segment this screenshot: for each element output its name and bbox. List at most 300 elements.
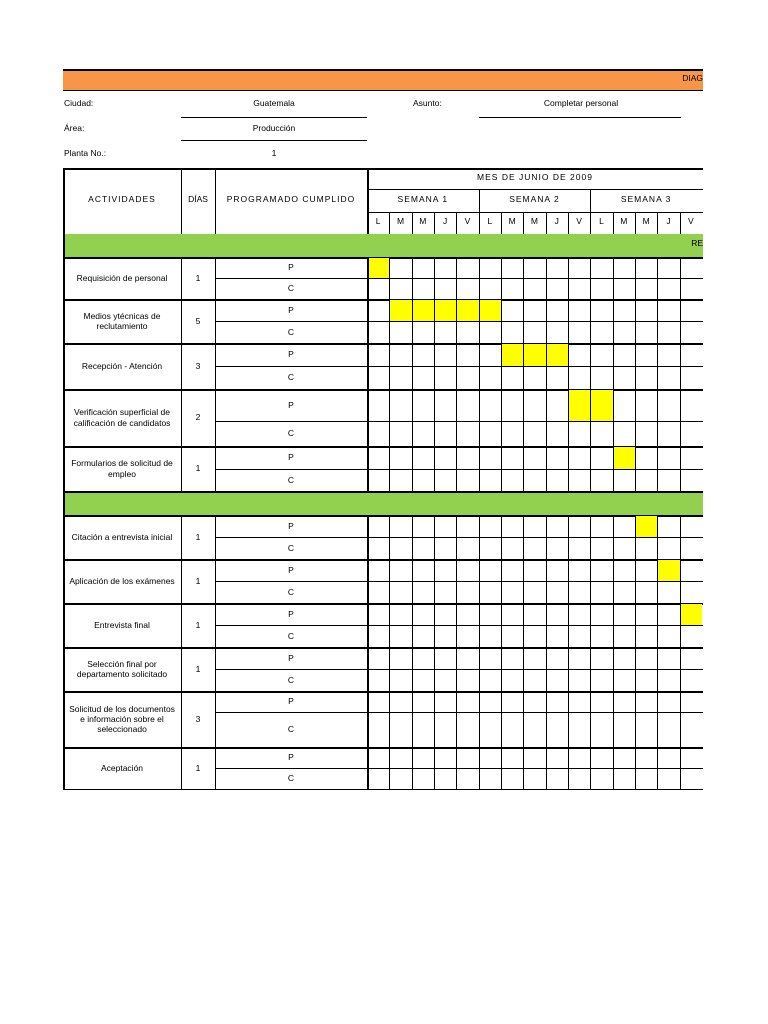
grid-line [568, 389, 569, 446]
grid-line [412, 515, 413, 559]
grid-line [215, 559, 216, 603]
cumplido-label: C [287, 326, 295, 337]
grid-line [680, 515, 681, 559]
day-label: L [487, 216, 493, 226]
grid-line [590, 691, 591, 747]
grid-line [215, 537, 703, 538]
grid-line [635, 603, 636, 647]
day-label: M [419, 216, 427, 226]
grid-line [635, 257, 636, 299]
grid-line [389, 647, 390, 691]
grid-line [456, 559, 457, 603]
mes-label: MES DE JUNIO DE 2009 [477, 172, 593, 182]
grid-line [434, 603, 435, 647]
grid-line [546, 647, 547, 691]
grid-line [389, 389, 390, 446]
grid-line [479, 299, 480, 343]
scheduled-cell [502, 344, 523, 366]
grid-line [181, 559, 182, 603]
grid-line [367, 647, 369, 691]
grid-line [367, 691, 369, 747]
grid-line [546, 559, 547, 603]
grid-line [215, 389, 216, 446]
grid-line [215, 299, 216, 343]
grid-line [181, 257, 182, 299]
grid-line [412, 389, 413, 446]
grid-line [367, 389, 369, 446]
grid-line [635, 647, 636, 691]
grid-line [63, 491, 703, 493]
grid-line [479, 446, 480, 491]
grid-line [63, 299, 65, 343]
grid-line [181, 515, 182, 559]
grid-line [215, 625, 703, 626]
grid-line [63, 389, 65, 446]
grid-line [568, 212, 569, 234]
cumplido-label: C [287, 674, 295, 685]
grid-line [613, 747, 614, 789]
grid-line [590, 603, 591, 647]
grid-line [434, 389, 435, 446]
grid-line [523, 446, 524, 491]
grid-line [501, 603, 502, 647]
cumplido-label: C [287, 283, 295, 294]
grid-line [412, 257, 413, 299]
cumplido-label: C [287, 542, 295, 553]
activity-days: 2 [195, 412, 201, 423]
scheduled-cell [658, 560, 679, 581]
cumplido-label: C [287, 773, 295, 784]
activity-name: Selección final por departamento solicitado [76, 658, 168, 679]
grid-line [501, 559, 502, 603]
scheduled-cell [368, 258, 389, 278]
grid-line [456, 257, 457, 299]
grid-line [657, 257, 658, 299]
programado-label: P [288, 349, 294, 360]
grid-line [590, 212, 591, 234]
grid-line [657, 603, 658, 647]
activity-days: 1 [195, 619, 201, 630]
grid-line [63, 515, 65, 559]
grid-line [590, 747, 591, 789]
day-label: M [530, 216, 538, 226]
grid-line [501, 747, 502, 789]
grid-line [590, 343, 591, 389]
grid-line [412, 747, 413, 789]
grid-line [568, 647, 569, 691]
grid-line [181, 389, 182, 446]
grid-line [389, 257, 390, 299]
grid-line [680, 603, 681, 647]
section-bar-label: RE [691, 238, 703, 248]
grid-line [63, 559, 65, 603]
grid-line [412, 212, 413, 234]
grid-line [367, 515, 369, 559]
day-label: J [666, 216, 671, 226]
programado-label: P [288, 520, 294, 531]
grid-line [523, 603, 524, 647]
grid-line [412, 299, 413, 343]
grid-line [635, 559, 636, 603]
day-label: V [464, 216, 471, 226]
grid-line [523, 747, 524, 789]
grid-line [367, 559, 369, 603]
grid-line [63, 69, 703, 71]
grid-line [389, 747, 390, 789]
grid-line [367, 747, 369, 789]
activity-name: Aceptación [100, 762, 144, 773]
grid-line [613, 647, 614, 691]
grid-line [590, 446, 591, 491]
scheduled-cell [413, 300, 434, 321]
grid-line [613, 212, 614, 234]
planta-label: Planta No.: [64, 148, 107, 158]
grid-line [501, 446, 502, 491]
grid-line [456, 446, 457, 491]
grid-line [501, 389, 502, 446]
grid-line [568, 747, 569, 789]
ciudad-value: Guatemala [253, 98, 295, 108]
week-label: SEMANA 3 [620, 194, 672, 204]
grid-line [434, 446, 435, 491]
grid-line [181, 140, 367, 141]
grid-line [434, 257, 435, 299]
grid-line [613, 446, 614, 491]
grid-line [680, 446, 681, 491]
grid-line [479, 389, 480, 446]
grid-line [479, 647, 480, 691]
grid-line [479, 747, 480, 789]
title-label: DIAG [682, 73, 703, 83]
scheduled-cell [547, 344, 568, 366]
grid-line [590, 647, 591, 691]
grid-line [613, 691, 614, 747]
grid-line [63, 343, 65, 389]
grid-line [389, 559, 390, 603]
grid-line [63, 168, 65, 234]
grid-line [367, 446, 369, 491]
activity-days: 1 [195, 663, 201, 674]
activity-days: 5 [195, 315, 201, 326]
title-bar [63, 69, 703, 90]
grid-line [181, 603, 182, 647]
day-label: M [508, 216, 516, 226]
grid-line [523, 343, 524, 389]
grid-line [657, 747, 658, 789]
day-label: V [687, 216, 694, 226]
day-label: J [443, 216, 448, 226]
activity-name: Aplicación de los exámenes [69, 575, 175, 586]
grid-line [657, 212, 658, 234]
grid-line [181, 299, 182, 343]
grid-line [181, 691, 182, 747]
grid-line [215, 446, 216, 491]
actividades-header: ACTIVIDADES [88, 194, 156, 204]
grid-line [215, 603, 216, 647]
grid-line [63, 234, 65, 257]
grid-line [546, 691, 547, 747]
grid-line [613, 257, 614, 299]
activity-days: 1 [195, 531, 201, 542]
programado-label: P [288, 752, 294, 763]
grid-line [680, 747, 681, 789]
grid-line [635, 691, 636, 747]
grid-line [479, 603, 480, 647]
grid-line [568, 257, 569, 299]
grid-line [479, 343, 480, 389]
grid-line [389, 212, 390, 234]
grid-line [215, 747, 216, 789]
grid-line [63, 446, 65, 491]
activity-name: Medios ytécnicas de reclutamiento [83, 310, 161, 331]
activity-days: 1 [195, 272, 201, 283]
grid-line [657, 446, 658, 491]
grid-line [479, 691, 480, 747]
grid-line [215, 321, 703, 322]
day-label: L [375, 216, 381, 226]
activity-name: Requisición de personal [76, 272, 168, 283]
programado-label: P [288, 696, 294, 707]
activity-name: Recepción - Atención [81, 360, 163, 371]
grid-line [434, 691, 435, 747]
grid-line [590, 299, 591, 343]
grid-line [367, 168, 369, 234]
grid-line [456, 212, 457, 234]
grid-line [434, 343, 435, 389]
grid-line [635, 747, 636, 789]
scheduled-cell [435, 300, 456, 321]
grid-line [479, 189, 480, 212]
grid-line [501, 212, 502, 234]
grid-line [412, 691, 413, 747]
grid-line [546, 299, 547, 343]
grid-line [456, 299, 457, 343]
grid-line [523, 515, 524, 559]
gantt-sheet [63, 69, 703, 790]
grid-line [215, 647, 216, 691]
cumplido-label: C [287, 630, 295, 641]
week-label: SEMANA 2 [509, 194, 560, 204]
grid-line [215, 257, 216, 299]
grid-line [613, 603, 614, 647]
grid-line [181, 647, 182, 691]
grid-line [613, 389, 614, 446]
grid-line [215, 343, 216, 389]
grid-line [546, 446, 547, 491]
grid-line [613, 299, 614, 343]
grid-line [568, 559, 569, 603]
grid-line [523, 691, 524, 747]
grid-line [389, 446, 390, 491]
programado-label: P [288, 304, 294, 315]
grid-line [479, 212, 480, 234]
grid-line [215, 712, 703, 713]
grid-line [367, 212, 703, 213]
ciudad-label: Ciudad: [64, 98, 94, 108]
grid-line [434, 212, 435, 234]
programado-label: P [288, 452, 294, 463]
grid-line [63, 647, 65, 691]
grid-line [367, 603, 369, 647]
grid-line [546, 343, 547, 389]
grid-line [523, 389, 524, 446]
activity-name: Verificación superficial de calificación de candidatos [73, 407, 171, 428]
grid-line [613, 559, 614, 603]
dias-header: DÍAS [188, 194, 208, 204]
grid-line [590, 389, 591, 446]
grid-line [181, 343, 182, 389]
programado-label: P [288, 399, 294, 410]
grid-line [389, 691, 390, 747]
grid-line [412, 446, 413, 491]
day-label: M [642, 216, 650, 226]
grid-line [389, 603, 390, 647]
grid-line [501, 647, 502, 691]
grid-line [546, 257, 547, 299]
grid-line [434, 559, 435, 603]
scheduled-cell [681, 604, 702, 625]
grid-line [635, 446, 636, 491]
grid-line [501, 691, 502, 747]
grid-line [523, 299, 524, 343]
day-label: V [576, 216, 582, 226]
grid-line [590, 559, 591, 603]
cumplido-label: C [287, 372, 295, 383]
grid-line [367, 189, 703, 190]
cumplido-label: C [287, 724, 295, 735]
day-label: L [599, 216, 604, 226]
programado-label: P [288, 262, 294, 273]
grid-line [568, 299, 569, 343]
grid-line [501, 343, 502, 389]
scheduled-cell [390, 300, 411, 321]
grid-line [501, 299, 502, 343]
cumplido-label: C [287, 428, 295, 439]
grid-line [657, 515, 658, 559]
cumplido-label: C [287, 474, 295, 485]
grid-line [635, 299, 636, 343]
grid-line [63, 747, 65, 789]
grid-line [181, 446, 182, 491]
grid-line [501, 257, 502, 299]
grid-line [456, 691, 457, 747]
grid-line [215, 669, 703, 670]
grid-line [635, 515, 636, 559]
grid-line [412, 559, 413, 603]
grid-line [568, 691, 569, 747]
grid-line [456, 515, 457, 559]
grid-line [680, 212, 681, 234]
grid-line [546, 515, 547, 559]
grid-line [367, 168, 703, 170]
grid-line [657, 343, 658, 389]
programado-label: P [288, 564, 294, 575]
grid-line [479, 559, 480, 603]
grid-line [412, 647, 413, 691]
section-bar [63, 491, 703, 515]
cumplido-label: C [287, 586, 295, 597]
activity-name: Entrevista final [94, 619, 150, 630]
area-label: Área: [64, 123, 85, 133]
grid-line [215, 768, 703, 769]
programado-label: P [288, 608, 294, 619]
grid-line [479, 117, 681, 118]
grid-line [456, 389, 457, 446]
grid-line [523, 559, 524, 603]
grid-line [63, 603, 65, 647]
planta-value: 1 [271, 148, 277, 158]
grid-line [657, 647, 658, 691]
grid-line [63, 257, 65, 299]
day-label: M [620, 216, 628, 226]
grid-line [635, 212, 636, 234]
scheduled-cell [524, 344, 545, 366]
activity-name: Solicitud de los documentos e información sobre el seleccionado [69, 703, 175, 735]
grid-line [680, 257, 681, 299]
day-label: M [396, 216, 405, 226]
grid-line [657, 691, 658, 747]
scheduled-cell [569, 390, 590, 421]
grid-line [680, 389, 681, 446]
grid-line [63, 789, 703, 790]
grid-line [680, 647, 681, 691]
grid-line [523, 647, 524, 691]
activity-days: 3 [195, 713, 201, 724]
grid-line [367, 343, 369, 389]
grid-line [389, 343, 390, 389]
grid-line [657, 299, 658, 343]
grid-line [546, 603, 547, 647]
grid-line [456, 647, 457, 691]
grid-line [456, 747, 457, 789]
grid-line [367, 257, 369, 299]
scheduled-cell [614, 447, 635, 469]
grid-line [215, 581, 703, 582]
programado-label: P [288, 652, 294, 663]
grid-line [568, 343, 569, 389]
grid-line [680, 559, 681, 603]
grid-line [215, 168, 216, 234]
grid-line [546, 212, 547, 234]
grid-line [215, 366, 703, 367]
day-label: J [554, 216, 559, 226]
grid-line [181, 747, 182, 789]
grid-line [680, 343, 681, 389]
grid-line [590, 189, 591, 212]
grid-line [367, 299, 369, 343]
grid-line [635, 343, 636, 389]
grid-line [215, 469, 703, 470]
grid-line [479, 257, 480, 299]
grid-line [613, 515, 614, 559]
grid-line [434, 299, 435, 343]
grid-line [456, 343, 457, 389]
grid-line [389, 299, 390, 343]
grid-line [181, 168, 182, 234]
activity-days: 1 [195, 575, 201, 586]
grid-line [63, 90, 703, 91]
section-bar [63, 234, 703, 257]
grid-line [215, 691, 216, 747]
grid-line [215, 515, 216, 559]
scheduled-cell [457, 300, 478, 321]
grid-line [546, 389, 547, 446]
activity-name: Citación a entrevista inicial [71, 531, 173, 542]
grid-line [546, 747, 547, 789]
area-value: Producción [252, 123, 296, 133]
activity-days: 1 [195, 762, 201, 773]
grid-line [63, 491, 65, 515]
